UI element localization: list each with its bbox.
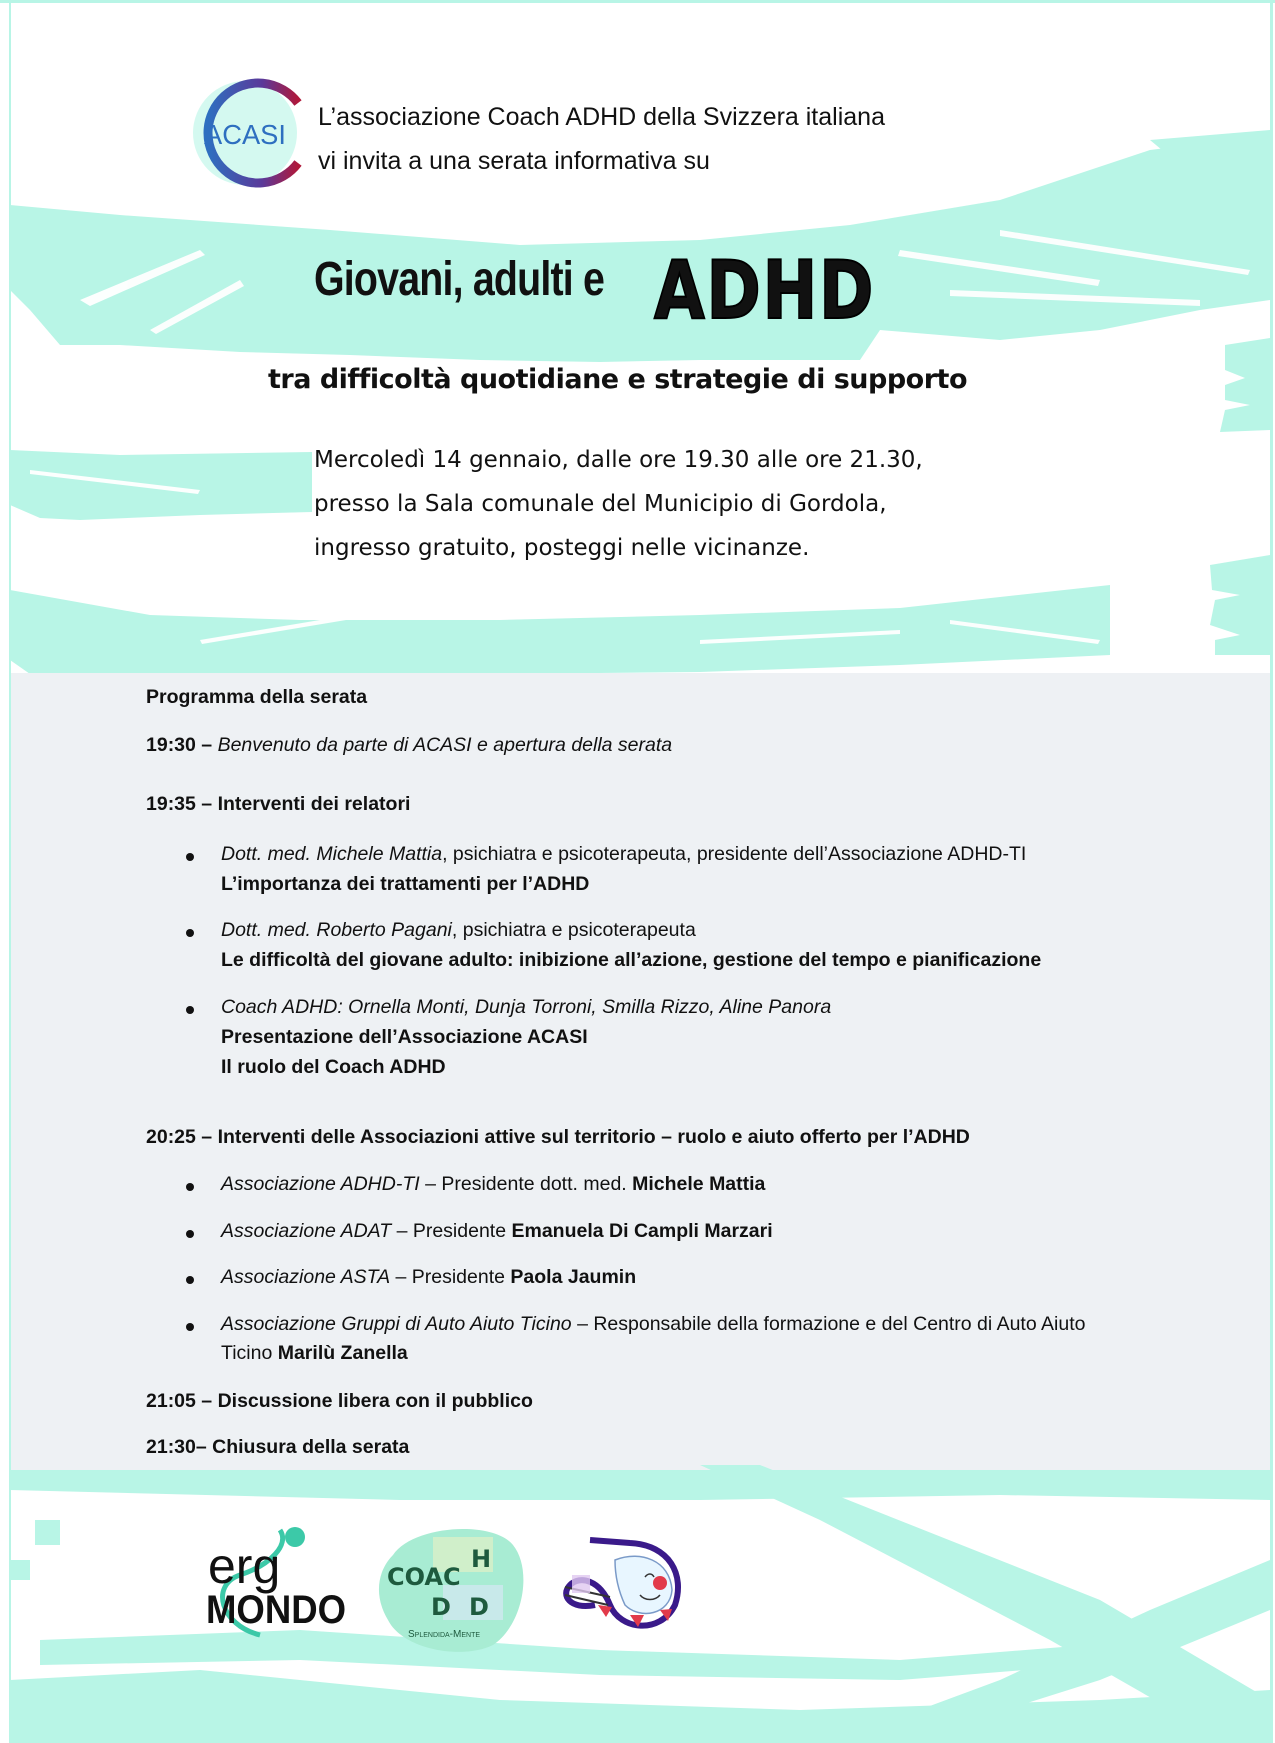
association-role: – Presidente — [391, 1220, 512, 1242]
bullet-icon — [186, 1006, 194, 1014]
program-text: Interventi delle Associazioni attive sul territorio – ruolo e aiuto offerto per l’ADHD — [217, 1126, 970, 1148]
acasi-logo — [190, 78, 310, 188]
event-access: ingresso gratuito, posteggi nelle vicinanze. — [314, 535, 810, 561]
association-role: – Responsabile della formazione e del Centro di Auto Aiuto — [571, 1313, 1086, 1335]
program-item — [146, 1436, 409, 1459]
program-item — [146, 734, 672, 757]
program-text: Chiusura della serata — [212, 1436, 410, 1458]
bullet-icon — [186, 853, 194, 861]
bullet-icon — [186, 1230, 194, 1238]
association-role: – Presidente dott. med. — [419, 1173, 633, 1195]
event-date: Mercoledì 14 gennaio, dalle ore 19.30 alle ore 21.30, — [314, 447, 923, 473]
coach-d2-text: D — [469, 1593, 489, 1621]
speaker-topic-2: Il ruolo del Coach ADHD — [221, 1056, 446, 1078]
program-time: 21:05 – — [146, 1390, 213, 1412]
association-person: Emanuela Di Campli Marzari — [511, 1220, 773, 1242]
ergomondo-bottom-text: MONDO — [206, 1588, 346, 1632]
program-time: 21:30– — [146, 1436, 207, 1458]
association-name: Associazione ADAT — [221, 1220, 392, 1242]
program-text: Benvenuto da parte di ACASI e apertura della serata — [217, 734, 673, 756]
speaker-role: , psichiatra e psicoterapeuta — [451, 919, 696, 941]
page-subtitle: tra difficoltà quotidiane e strategie di supporto — [268, 364, 967, 395]
program-text: Discussione libera con il pubblico — [217, 1390, 533, 1412]
ergomondo-logo — [200, 1525, 350, 1645]
acasi-logo-text: ACASI — [204, 119, 286, 150]
program-heading: Programma della serata — [146, 686, 368, 708]
associations-heading — [146, 1126, 970, 1149]
bullet-icon — [186, 1323, 194, 1331]
association-person: Marilù Zanella — [277, 1342, 408, 1364]
association-role: – Presidente — [390, 1266, 511, 1288]
association-name: Associazione ADHD-TI — [221, 1173, 420, 1195]
association-person: Michele Mattia — [632, 1173, 766, 1195]
intro-text — [318, 95, 885, 183]
coach-d1-text: D — [431, 1593, 451, 1621]
program-time: 19:35 – — [146, 793, 213, 815]
coach-add-logo — [373, 1525, 533, 1655]
bullet-icon — [186, 929, 194, 937]
speaker-name: Dott. med. Michele Mattia — [221, 843, 443, 865]
event-details — [314, 438, 923, 570]
coach-tagline: Splendida-Mente — [408, 1629, 481, 1640]
speaker-name: Coach ADHD: Ornella Monti, Dunja Torroni, Smilla Rizzo, Aline Panora — [221, 996, 832, 1018]
program-time: 20:25 – — [146, 1126, 213, 1148]
bullet-icon — [186, 1276, 194, 1284]
coach-h-text: H — [471, 1545, 492, 1573]
program-time: 19:30 – — [146, 734, 213, 756]
association-name: Associazione Gruppi di Auto Aiuto Ticino — [221, 1313, 572, 1335]
intro-line-2: vi invita a una serata informativa su — [318, 147, 710, 175]
association-person: Paola Jaumin — [510, 1266, 637, 1288]
title-part-1: Giovani, adulti e — [314, 253, 605, 306]
speaker-topic: L’importanza dei trattamenti per l’ADHD — [221, 873, 590, 895]
speaker-topic: Presentazione dell’Associazione ACASI — [221, 1026, 588, 1048]
association-name: Associazione ASTA — [221, 1266, 391, 1288]
speaker-topic: Le difficoltà del giovane adulto: inibizione all’azione, gestione del tempo e pianificazione — [221, 949, 1042, 971]
intro-line-1: L’associazione Coach ADHD della Svizzera italiana — [318, 103, 885, 131]
fish-logo — [560, 1535, 710, 1645]
program-text: Interventi dei relatori — [217, 793, 411, 815]
association-role-2: Ticino — [221, 1342, 278, 1364]
speaker-name: Dott. med. Roberto Pagani — [221, 919, 452, 941]
program-item — [146, 793, 410, 816]
title-adhd: ADHD — [654, 244, 876, 337]
event-location: presso la Sala comunale del Municipio di Gordola, — [314, 491, 887, 517]
coach-text: COAC — [387, 1563, 461, 1591]
ergomondo-top-text: erg — [208, 1538, 281, 1594]
bullet-icon — [186, 1183, 194, 1191]
program-item — [146, 1390, 533, 1413]
speaker-role: , psichiatra e psicoterapeuta, presidente dell’Associazione ADHD-TI — [442, 843, 1027, 865]
page-title — [314, 244, 876, 337]
